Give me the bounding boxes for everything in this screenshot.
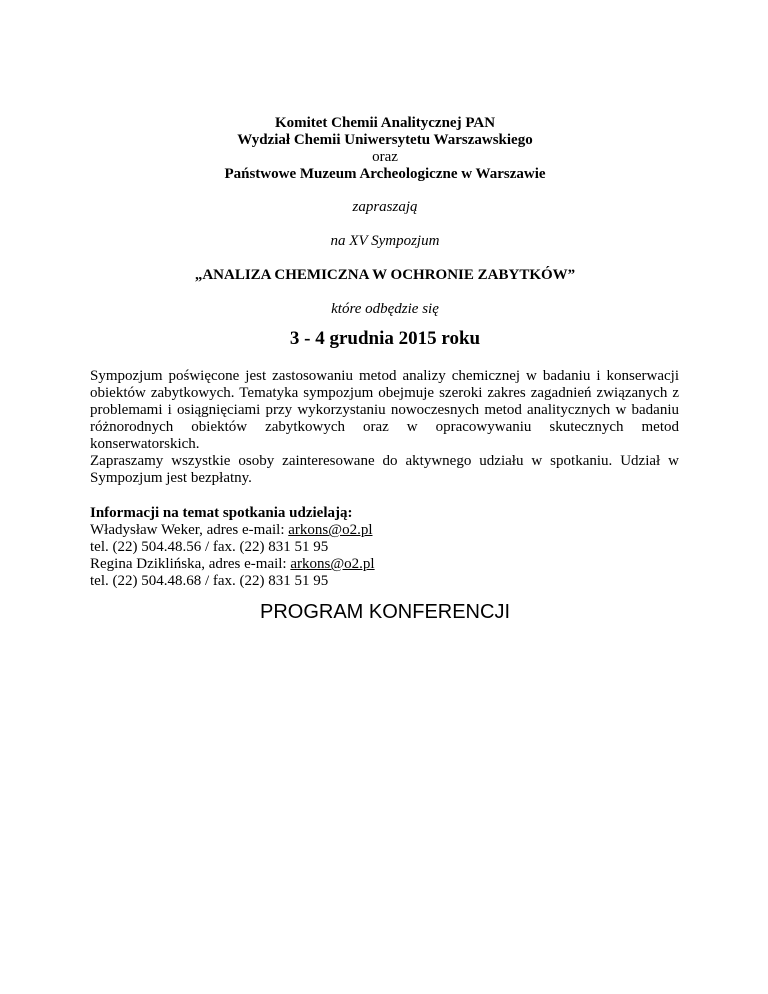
intro-paragraph-1: Sympozjum poświęcone jest zastosowaniu metod analizy chemicznej w badaniu i konserwacji obiektów zabytkowych. Tematyka sympozjum obejmuje szeroki zakres zagadnień związanych z problemami i osiągnięciami przy wykorzystaniu nowoczesnych metod analitycznych w badaniu różnorodnych obiektów zabytkowych oraz w opracowywaniu skutecznych metod konserwatorskich. bbox=[90, 368, 679, 452]
contact-phone-2: tel. (22) 504.48.68 / fax. (22) 831 51 95 bbox=[90, 573, 329, 589]
contact-email-1-link[interactable]: arkons@o2.pl bbox=[288, 522, 373, 538]
contact-phone-1: tel. (22) 504.48.56 / fax. (22) 831 51 95 bbox=[90, 539, 329, 555]
invite-text: zapraszają bbox=[352, 199, 418, 215]
contact-heading: Informacji na temat spotkania udzielają: bbox=[90, 505, 353, 521]
contact-person-2 bbox=[90, 556, 680, 573]
contact-email-2-link[interactable]: arkons@o2.pl bbox=[290, 556, 375, 572]
contact-person-1-name: Władysław Weker, adres e-mail: bbox=[90, 522, 289, 538]
contact-block bbox=[90, 505, 680, 590]
symposium-title: „ANALIZA CHEMICZNA W OCHRONIE ZABYTKÓW” bbox=[194, 267, 576, 283]
contact-person-2-name: Regina Dziklińska, adres e-mail: bbox=[90, 556, 291, 572]
intro-paragraph-2: Zapraszamy wszystkie osoby zainteresowane do aktywnego udziału w spotkaniu. Udział w Sympozjum jest bezpłatny. bbox=[90, 453, 679, 486]
will-take-place: które odbędzie się bbox=[331, 301, 439, 317]
event-dates: 3 - 4 grudnia 2015 roku bbox=[289, 328, 481, 349]
organizer-2: Wydział Chemii Uniwersytetu Warszawskiego bbox=[237, 132, 533, 148]
organizer-3: Państwowe Muzeum Archeologiczne w Warszawie bbox=[224, 166, 546, 182]
organizer-1: Komitet Chemii Analitycznej PAN bbox=[274, 115, 496, 131]
conjunction: oraz bbox=[372, 149, 398, 165]
contact-person-1 bbox=[90, 522, 680, 539]
program-title: PROGRAM KONFERENCJI bbox=[259, 601, 511, 623]
symposium-pre: na XV Sympozjum bbox=[330, 233, 440, 249]
